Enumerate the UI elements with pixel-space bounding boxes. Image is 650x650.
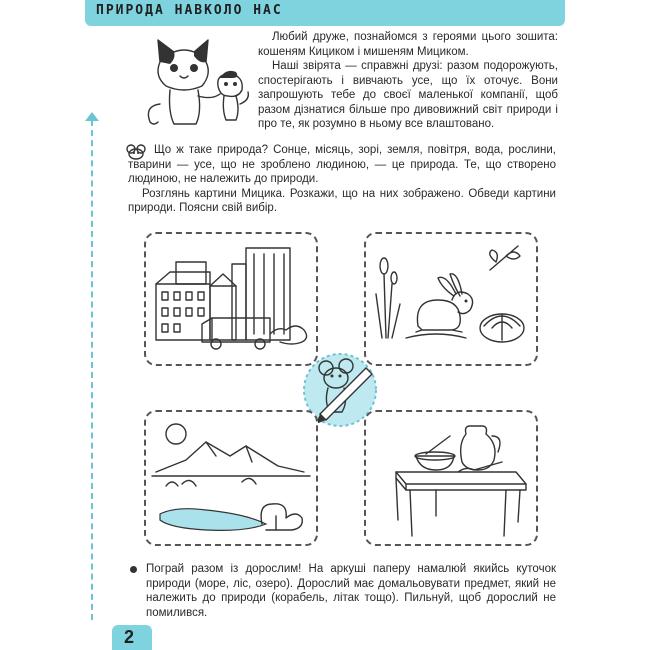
rabbit-meadow-picture-icon [366, 234, 536, 364]
mountain-lake-picture-icon [146, 412, 316, 544]
intro-paragraph-2: Наші звірята — справжні друзі: разом подорожують, спостерігають і вивчають усе, що їх оточує. Вони запрошують тебе до своєї маленької компанії, щоб разом дізнатися більше про дивовижний світ природи і про те, як розумно в ньому все влаштовано. [258, 60, 558, 130]
city-picture-icon [146, 234, 316, 364]
page-number: 2 [124, 627, 135, 647]
picture-frame-rabbit[interactable] [364, 232, 538, 366]
picture-frame-city[interactable] [144, 232, 318, 366]
dashed-margin-line [91, 120, 93, 620]
picture-frame-mountains[interactable] [144, 410, 318, 546]
picture-frame-table[interactable] [364, 410, 538, 546]
game-text: Пограй разом із дорослим! На аркуші паперу намалюй якийсь куточок природи (море, ліс, озеро). Дорослий має домальовувати предмет, який не належить до природи (корабель, літак тощо). Пильнуй, щоб дорослий не помилився. [146, 563, 556, 619]
intro-text [258, 30, 558, 132]
cat-and-dog-illustration-icon [140, 34, 255, 129]
question-text: Що ж таке природа? Сонце, місяць, зорі, земля, повітря, вода, рослини, тварини — усе, що не зроблено людиною, — це природа. Те, що створено людиною, не належить до природи. [128, 144, 556, 185]
task-text: Розглянь картини Мицика. Розкажи, що на них зображено. Обведи картини природи. Поясни свій вибір. [128, 187, 556, 214]
table-dishes-picture-icon [366, 412, 536, 544]
intro-paragraph-1: Любий друже, познайомся з героями цього зошита: кошеням Кициком і мишеням Мициком. [258, 31, 558, 58]
bullet-icon [130, 566, 137, 573]
page-title: ПРИРОДА НАВКОЛО НАС [96, 3, 283, 18]
question-block [128, 143, 556, 216]
